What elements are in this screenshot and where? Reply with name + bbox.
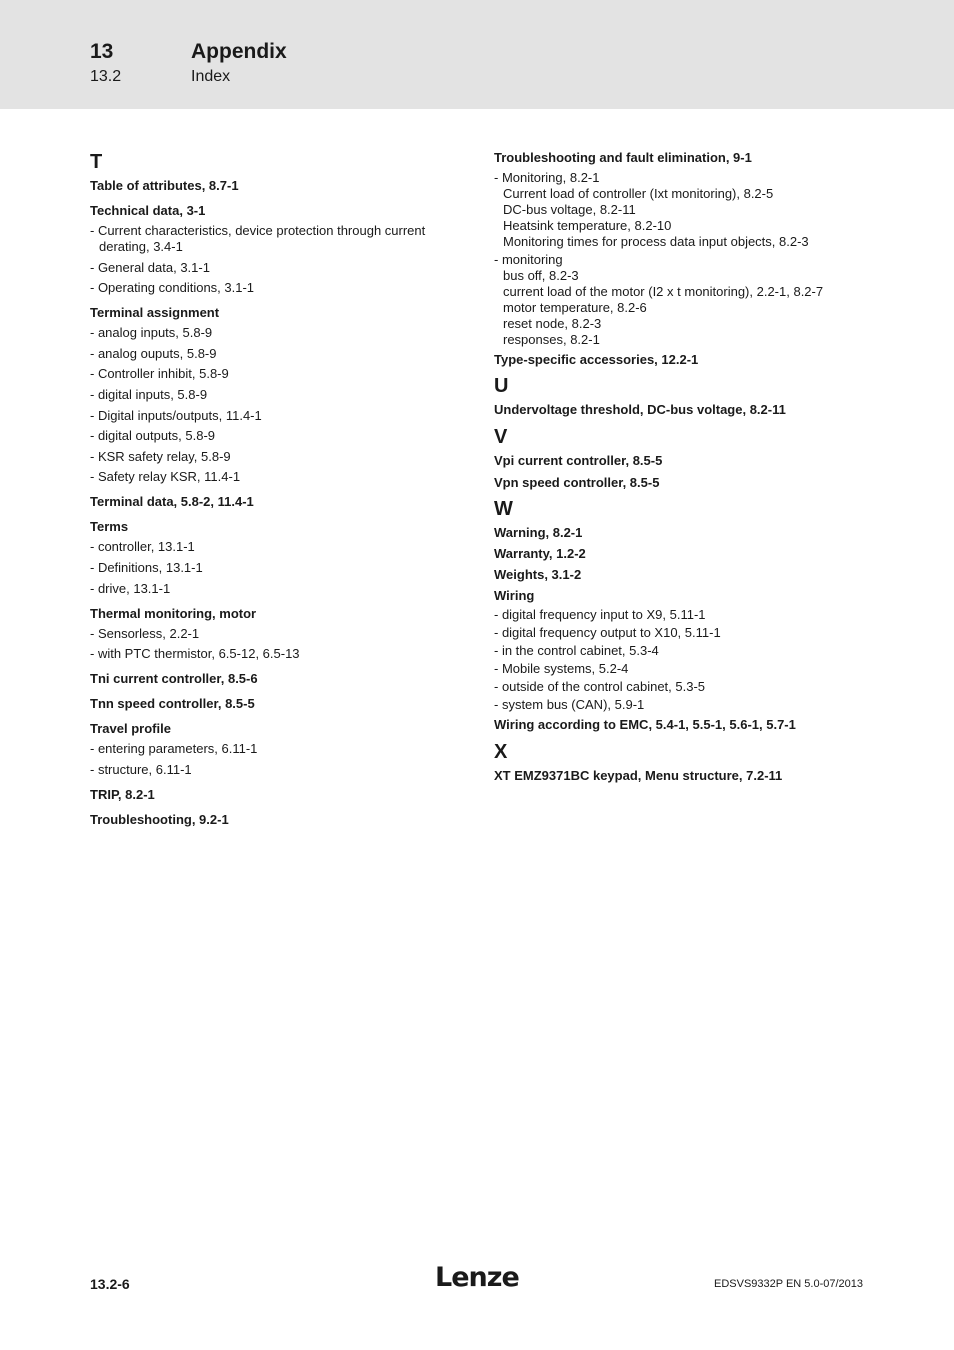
index-subentry: - with PTC thermistor, 6.5-12, 6.5-13 xyxy=(90,646,300,662)
index-subentry: - entering parameters, 6.11-1 xyxy=(90,741,258,757)
index-column-right xyxy=(494,150,894,793)
index-letter-x: X xyxy=(494,741,508,763)
page-number: 13.2-6 xyxy=(90,1276,130,1292)
index-subentry: - Sensorless, 2.2-1 xyxy=(90,625,200,641)
index-subentry: - Digital inputs/outputs, 11.4-1 xyxy=(90,407,262,423)
index-subentry: - Operating conditions, 3.1-1 xyxy=(90,280,255,296)
chapter-number: 13 xyxy=(90,40,114,63)
index-entry: Type-specific accessories, 12.2-1 xyxy=(494,352,699,367)
index-subentry: - digital frequency output to X10, 5.11-1 xyxy=(494,625,721,640)
lenze-logo: Lenze xyxy=(435,1262,519,1293)
index-entry: Terminal data, 5.8-2, 11.4-1 xyxy=(90,494,254,510)
index-subentry: - digital inputs, 5.8-9 xyxy=(90,386,208,402)
index-entry: Tni current controller, 8.5-6 xyxy=(90,671,258,687)
index-subentry: - KSR safety relay, 5.8-9 xyxy=(90,448,231,464)
index-subsubentry: responses, 8.2-1 xyxy=(503,332,600,347)
index-subentry: - monitoring xyxy=(494,252,563,267)
index-column-left xyxy=(90,150,460,837)
index-subsubentry: Monitoring times for process data input objects, 8.2-3 xyxy=(503,234,809,249)
index-entry: Vpn speed controller, 8.5-5 xyxy=(494,475,660,490)
index-subentry: - analog ouputs, 5.8-9 xyxy=(90,345,217,361)
index-subentry: - Current characteristics, device protection through current derating, 3.4-1 xyxy=(90,223,426,254)
index-subentry: - outside of the control cabinet, 5.3-5 xyxy=(494,679,706,694)
index-entry: Wiring xyxy=(494,588,535,603)
index-subentry: - digital outputs, 5.8-9 xyxy=(90,428,216,444)
index-subentry: - Controller inhibit, 5.8-9 xyxy=(90,366,229,382)
index-subsubentry: bus off, 8.2-3 xyxy=(503,268,579,283)
index-entry: Wiring according to EMC, 5.4-1, 5.5-1, 5.6-1, 5.7-1 xyxy=(494,717,796,732)
index-subentry: - Safety relay KSR, 11.4-1 xyxy=(90,469,241,485)
index-entry: Warning, 8.2-1 xyxy=(494,525,583,540)
index-subentry: - system bus (CAN), 5.9-1 xyxy=(494,697,645,712)
index-entry: Undervoltage threshold, DC-bus voltage, 8.2-11 xyxy=(494,402,786,417)
index-entry: Table of attributes, 8.7-1 xyxy=(90,178,239,193)
index-subentry: - Mobile systems, 5.2-4 xyxy=(494,661,629,676)
index-subsubentry: Current load of controller (Ixt monitoring), 8.2-5 xyxy=(503,186,774,201)
index-entry: Tnn speed controller, 8.5-5 xyxy=(90,696,255,712)
index-subsubentry: DC-bus voltage, 8.2-11 xyxy=(503,202,636,217)
index-entry: Terms xyxy=(90,519,129,535)
index-entry: Troubleshooting, 9.2-1 xyxy=(90,811,229,827)
index-subsubentry: Heatsink temperature, 8.2-10 xyxy=(503,218,672,233)
index-subsubentry: current load of the motor (I2 x t monitoring), 2.2-1, 8.2-7 xyxy=(503,284,824,299)
page-header xyxy=(0,0,954,109)
index-subentry: - structure, 6.11-1 xyxy=(90,761,192,777)
index-entry: Terminal assignment xyxy=(90,305,220,321)
index-entry: Technical data, 3-1 xyxy=(90,203,206,218)
section-title: Index xyxy=(191,68,231,85)
index-letter-v: V xyxy=(494,426,508,448)
index-subsubentry: reset node, 8.2-3 xyxy=(503,316,602,331)
index-letter-w: W xyxy=(494,498,513,520)
index-subentry: - analog inputs, 5.8-9 xyxy=(90,325,213,341)
index-entry: Troubleshooting and fault elimination, 9-1 xyxy=(494,150,752,165)
index-subentry: - controller, 13.1-1 xyxy=(90,539,195,555)
chapter-title: Appendix xyxy=(191,40,287,63)
index-entry: TRIP, 8.2-1 xyxy=(90,786,155,802)
document-id: EDSVS9332P EN 5.0-07/2013 xyxy=(713,1278,863,1290)
index-entry: XT EMZ9371BC keypad, Menu structure, 7.2-11 xyxy=(494,768,783,783)
index-subentry: - Monitoring, 8.2-1 xyxy=(494,170,600,185)
index-entry: Weights, 3.1-2 xyxy=(494,567,582,582)
index-subentry: - General data, 3.1-1 xyxy=(90,259,210,275)
index-subentry: - Definitions, 13.1-1 xyxy=(90,559,203,575)
index-subsubentry: motor temperature, 8.2-6 xyxy=(503,300,647,315)
index-subentry: - in the control cabinet, 5.3-4 xyxy=(494,643,659,658)
index-letter-t: T xyxy=(90,151,103,173)
index-subentry: - drive, 13.1-1 xyxy=(90,580,171,596)
index-entry: Thermal monitoring, motor xyxy=(90,605,257,621)
index-entry: Vpi current controller, 8.5-5 xyxy=(494,453,663,468)
index-letter-u: U xyxy=(494,375,509,397)
index-subentry: - digital frequency input to X9, 5.11-1 xyxy=(494,607,706,622)
section-number: 13.2 xyxy=(90,68,122,85)
index-entry: Warranty, 1.2-2 xyxy=(494,546,586,561)
index-entry: Travel profile xyxy=(90,721,171,737)
